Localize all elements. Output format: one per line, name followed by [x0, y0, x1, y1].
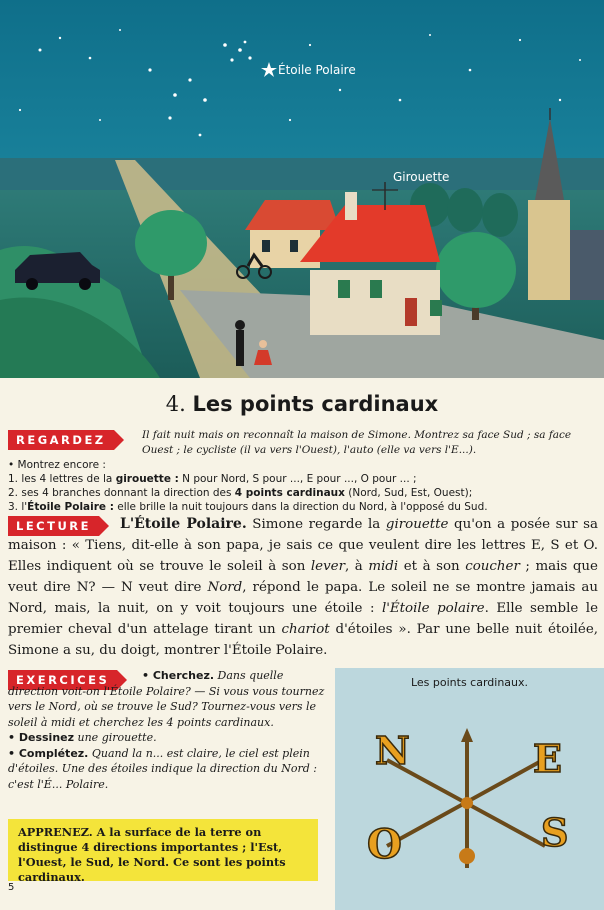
lecture-tag: LECTURE [8, 516, 99, 536]
regardez-text: Il fait nuit mais on reconnaît la maison de Simone. Montrez sa face Sud ; sa face Ouest ; le cycliste (il va vers l'Ouest), l'auto (elle va vers l'E...). [142, 429, 572, 456]
exercise-completez: • Complétez. Quand la n... est claire, le ciel est plein d'étoiles. Une des étoiles indique la direction du Nord : c'est l'É... Polaire. [8, 746, 317, 791]
vane-label: Girouette [393, 170, 450, 184]
night-village-illustration [0, 0, 604, 378]
letter-s: S [541, 810, 569, 855]
lecture-title: L'Étoile Polaire. [120, 516, 247, 532]
montrez-list [8, 458, 598, 514]
lesson-title [0, 392, 604, 416]
apprenez-box: APPRENEZ. A la surface de la terre on distingue 4 directions importantes ; l'Est, l'Ouest, le Sud, le Nord. Ce sont les points cardinaux. [8, 819, 318, 881]
montrez-line-2: 2. ses 4 branches donnant la direction des 4 points cardinaux (Nord, Sud, Est, Ouest); [8, 487, 473, 499]
letter-o: O [367, 821, 402, 868]
lesson-number: 4. [165, 392, 186, 416]
montrez-line-1: 1. les 4 lettres de la girouette : N pour Nord, S pour ..., E pour ..., O pour ... ; [8, 473, 417, 485]
letter-n: N [375, 728, 410, 773]
exercise-dessinez: • Dessinez une girouette. [8, 731, 157, 744]
montrez-intro: • Montrez encore : [8, 459, 106, 471]
exercise-cherchez: • Cherchez. Dans quelle direction voit-on l'Étoile Polaire? — Si vous vous tournez vers le Nord, où se trouve le Sud? Tournez-vous vers le soleil à midi et cherchez les 4 points cardinaux. [8, 669, 325, 729]
exercices-text [8, 668, 326, 792]
lecture-body: L'Étoile Polaire. Simone regarde la girouette qu'on a posée sur sa maison : « Tiens, dit-elle à son papa, je sais ce que veulent dire les lettres E, S et O. Elles indiquent où se trouve le soleil à son lever, à midi et à son coucher ; mais que veut dire N? — N veut dire Nord, répond le papa. Le soleil ne se montre jamais au Nord, mais, la nuit, on y voit toujours une étoile : l'Étoile polaire. Elle semble le premier cheval d'un attelage tirant un chariot d'étoiles ». Par une belle nuit étoilée, Simone a su, du doigt, montrer l'Étoile Polaire. [8, 516, 599, 658]
compass-figure [335, 668, 604, 910]
weathervane-drawing [335, 668, 604, 910]
page-number: 5 [8, 882, 15, 893]
montrez-line-3: 3. l'Étoile Polaire : elle brille la nuit toujours dans la direction du Nord, à l'opposé du Sud. [8, 501, 488, 513]
polaris-label: Étoile Polaire [278, 63, 356, 77]
lesson-heading: Les points cardinaux [192, 392, 439, 416]
exercices-tag: EXERCICES [8, 670, 117, 690]
figure-title: Les points cardinaux. [410, 676, 529, 689]
regardez-tag: REGARDEZ [8, 430, 114, 450]
letter-e: E [533, 736, 562, 781]
